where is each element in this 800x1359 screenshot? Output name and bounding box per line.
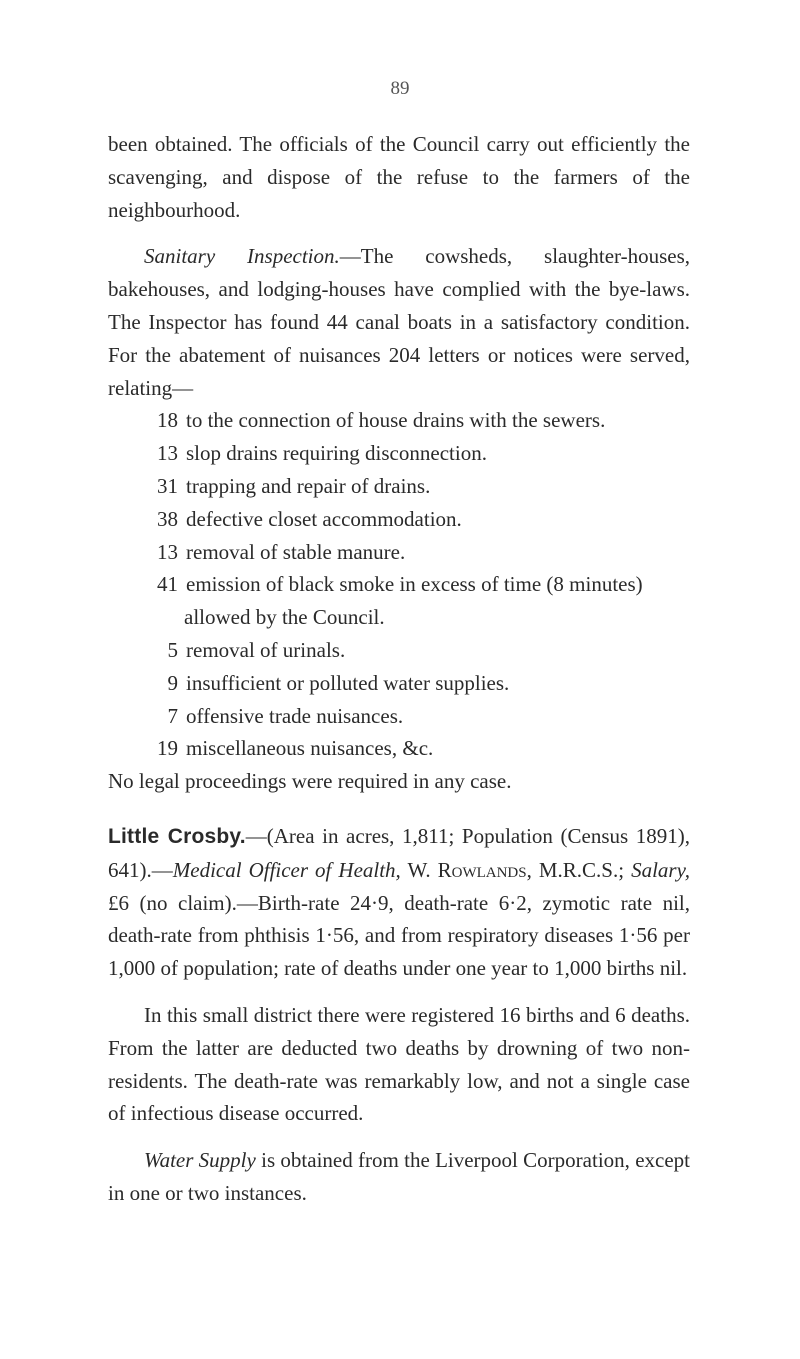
list-item xyxy=(108,634,690,667)
intro-paragraph: been obtained. The officials of the Council carry out efficiently the scavenging, and dispose of the refuse to the farmers of the neighbourhood. xyxy=(108,132,690,222)
little-crosby-heading: Little Crosby. xyxy=(108,824,246,848)
item-count: 7 xyxy=(167,703,178,728)
list-item xyxy=(108,700,690,733)
sanitary-paragraph xyxy=(108,240,690,404)
moh-initial: W. xyxy=(400,857,438,882)
list-item xyxy=(108,437,690,470)
district-paragraph: In this small district there were registered 16 births and 6 deaths. From the latter are deducted two deaths by drowning of two non-residents. The death-rate was remarkably low, and not a single case of infectious disease occurred. xyxy=(108,1002,690,1126)
list-item xyxy=(108,470,690,503)
item-text: removal of stable manure. xyxy=(186,539,406,564)
list-item xyxy=(108,732,690,765)
item-text: insufficient or polluted water supplies. xyxy=(186,670,510,695)
salary-label: Salary, xyxy=(631,857,691,882)
item-text: to the connection of house drains with the sewers. xyxy=(186,408,606,433)
item-text: removal of urinals. xyxy=(186,637,346,662)
item-count: 9 xyxy=(167,670,178,695)
sanitary-text: —The cowsheds, slaughter-houses, bakehouses, and lodging-houses have complied with the bye-laws. The Inspector has found 44 canal boats in a satisfactory condition. For the abatement of nuisances 204 letters or notices were served, relating— xyxy=(108,244,691,400)
item-count: 13 xyxy=(157,441,178,466)
water-supply-text: is obtained from the Liverpool Corporation, except in one or two instances. xyxy=(108,1148,690,1205)
list-item xyxy=(108,536,690,569)
item-count: 5 xyxy=(167,637,178,662)
item-count: 31 xyxy=(157,473,178,498)
no-legal-proceedings: No legal proceedings were required in any case. xyxy=(108,769,512,794)
moh-qualification: , M.R.C.S.; xyxy=(526,857,632,882)
item-count: 38 xyxy=(157,506,178,531)
sanitary-heading: Sanitary Inspection. xyxy=(144,244,340,269)
water-supply-heading: Water Supply xyxy=(144,1148,256,1173)
little-crosby-paragraph xyxy=(108,820,690,985)
item-text: offensive trade nuisances. xyxy=(186,703,404,728)
item-count: 18 xyxy=(157,408,178,433)
moh-label: Medical Officer of Health, xyxy=(172,857,401,882)
little-crosby-area: —(Area in acres, 1,811; Population (Census 1891), 641).— xyxy=(108,823,690,882)
list-item xyxy=(108,667,690,700)
notices-list xyxy=(108,404,690,765)
item-text: emission of black smoke in excess of time (8 minutes) allowed by the Council. xyxy=(184,572,643,630)
item-text: trapping and repair of drains. xyxy=(186,473,431,498)
item-count: 41 xyxy=(157,572,178,597)
item-text: defective closet accommodation. xyxy=(186,506,462,531)
moh-name: Rowlands xyxy=(437,857,527,882)
item-text: slop drains requiring disconnection. xyxy=(186,441,487,466)
list-item xyxy=(108,503,690,536)
item-count: 19 xyxy=(157,736,178,761)
water-supply-paragraph xyxy=(108,1144,690,1210)
page-number: 89 xyxy=(390,78,410,99)
list-item xyxy=(108,404,690,437)
body-text xyxy=(108,128,690,1210)
item-count: 13 xyxy=(157,539,178,564)
vital-statistics: £6 (no claim).—Birth-rate 24·9, death-rate 6·2, zymotic rate nil, death-rate from phthisis 1·56, and from respiratory diseases 1·56 per 1,000 of population; rate of deaths under one year to 1,000 births nil. xyxy=(108,890,690,981)
item-text: miscellaneous nuisances, &c. xyxy=(186,736,434,761)
list-item xyxy=(108,568,690,634)
